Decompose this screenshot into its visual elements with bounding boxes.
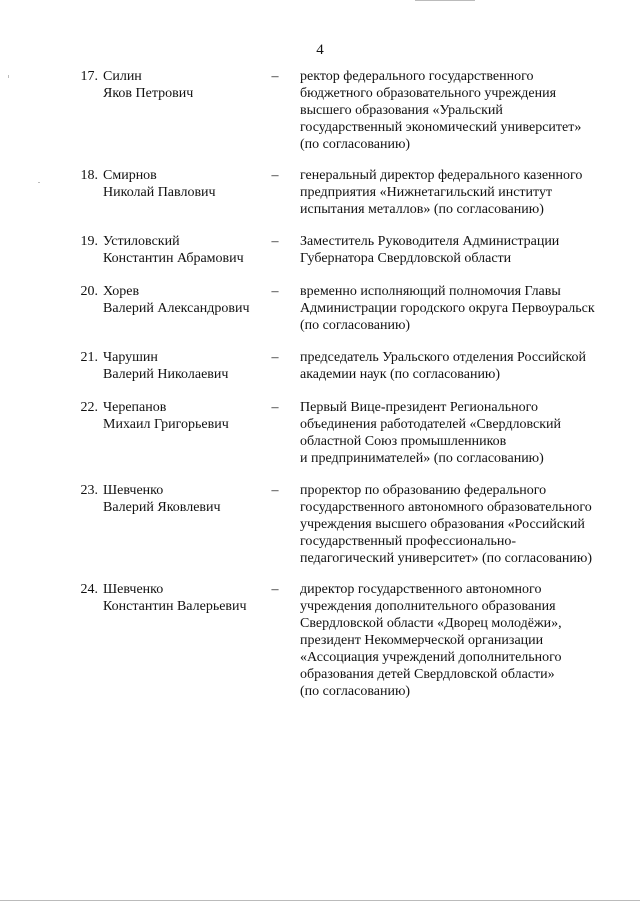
member-surname: Хорев bbox=[103, 284, 140, 299]
entry-number: 24. bbox=[80, 582, 98, 597]
member-given-names: Михаил Григорьевич bbox=[103, 417, 229, 432]
position-line: Заместитель Руководителя Администрации bbox=[300, 234, 560, 249]
member-position bbox=[300, 283, 600, 334]
position-line: (по согласованию) bbox=[300, 318, 411, 333]
entry-dash: – bbox=[271, 400, 279, 415]
member-name bbox=[103, 482, 263, 516]
page-number: 4 bbox=[316, 42, 324, 58]
member-given-names: Валерий Яковлевич bbox=[103, 500, 221, 515]
position-line: высшего образования «Уральский bbox=[300, 103, 503, 118]
entry-number: 22. bbox=[80, 400, 98, 415]
entry-dash: – bbox=[271, 284, 279, 299]
position-line: государственный экономический университет» bbox=[300, 120, 582, 135]
entry-number: 23. bbox=[80, 483, 98, 498]
member-name bbox=[103, 349, 263, 383]
member-name bbox=[103, 167, 263, 201]
position-line: генеральный директор федерального казенного bbox=[300, 168, 583, 183]
entry-dash: – bbox=[271, 582, 279, 597]
position-line: образования детей Свердловской области» bbox=[300, 667, 555, 682]
entry-dash: – bbox=[271, 234, 279, 249]
scan-artifact-top bbox=[415, 0, 475, 1]
entry-dash: – bbox=[271, 69, 279, 84]
position-line: академии наук (по согласованию) bbox=[300, 367, 501, 382]
position-line: (по согласованию) bbox=[300, 684, 411, 699]
position-line: Свердловской области «Дворец молодёжи», bbox=[300, 616, 562, 631]
position-line: учреждения дополнительного образования bbox=[300, 599, 556, 614]
entry-dash: – bbox=[271, 168, 279, 183]
member-surname: Смирнов bbox=[103, 168, 157, 183]
member-name bbox=[103, 233, 263, 267]
member-position bbox=[300, 233, 600, 267]
member-given-names: Николай Павлович bbox=[103, 185, 216, 200]
member-position bbox=[300, 399, 600, 467]
position-line: областной Союз промышленников bbox=[300, 434, 507, 449]
member-given-names: Валерий Николаевич bbox=[103, 367, 229, 382]
entry-number: 20. bbox=[80, 284, 98, 299]
member-name bbox=[103, 399, 263, 433]
member-given-names: Валерий Александрович bbox=[103, 301, 250, 316]
position-line: государственный профессионально- bbox=[300, 534, 517, 549]
position-line: испытания металлов» (по согласованию) bbox=[300, 202, 544, 217]
position-line: (по согласованию) bbox=[300, 137, 411, 152]
member-position bbox=[300, 581, 600, 700]
member-position bbox=[300, 68, 600, 153]
entry-dash: – bbox=[271, 483, 279, 498]
entry-number: 17. bbox=[80, 69, 98, 84]
position-line: Губернатора Свердловской области bbox=[300, 251, 512, 266]
member-name bbox=[103, 283, 263, 317]
member-surname: Шевченко bbox=[103, 483, 164, 498]
scan-artifact-left bbox=[8, 75, 9, 78]
member-given-names: Константин Валерьевич bbox=[103, 599, 247, 614]
entry-number: 19. bbox=[80, 234, 98, 249]
scan-artifact-left bbox=[38, 182, 40, 183]
member-name bbox=[103, 68, 263, 102]
entry-number: 21. bbox=[80, 350, 98, 365]
position-line: педагогический университет» (по согласованию) bbox=[300, 551, 593, 566]
member-surname: Устиловский bbox=[103, 234, 180, 249]
member-name bbox=[103, 581, 263, 615]
member-given-names: Яков Петрович bbox=[103, 86, 194, 101]
member-position bbox=[300, 482, 600, 567]
member-surname: Шевченко bbox=[103, 582, 164, 597]
position-line: государственного автономного образовательного bbox=[300, 500, 592, 515]
entry-dash: – bbox=[271, 350, 279, 365]
position-line: президент Некоммерческой организации bbox=[300, 633, 544, 648]
position-line: «Ассоциация учреждений дополнительного bbox=[300, 650, 562, 665]
position-line: бюджетного образовательного учреждения bbox=[300, 86, 557, 101]
entry-number: 18. bbox=[80, 168, 98, 183]
position-line: объединения работодателей «Свердловский bbox=[300, 417, 562, 432]
member-position bbox=[300, 349, 600, 383]
member-given-names: Константин Абрамович bbox=[103, 251, 244, 266]
member-surname: Силин bbox=[103, 69, 142, 84]
position-line: Администрации городского округа Первоуральск bbox=[300, 301, 595, 316]
position-line: директор государственного автономного bbox=[300, 582, 542, 597]
position-line: предприятия «Нижнетагильский институт bbox=[300, 185, 553, 200]
position-line: ректор федерального государственного bbox=[300, 69, 534, 84]
member-surname: Чарушин bbox=[103, 350, 158, 365]
position-line: председатель Уральского отделения Российской bbox=[300, 350, 587, 365]
position-line: проректор по образованию федерального bbox=[300, 483, 547, 498]
position-line: и предпринимателей» (по согласованию) bbox=[300, 451, 544, 466]
position-line: временно исполняющий полномочия Главы bbox=[300, 284, 561, 299]
position-line: учреждения высшего образования «Российский bbox=[300, 517, 585, 532]
position-line: Первый Вице-президент Регионального bbox=[300, 400, 539, 415]
scan-artifact-bottom bbox=[0, 900, 640, 901]
member-surname: Черепанов bbox=[103, 400, 167, 415]
member-position bbox=[300, 167, 600, 218]
